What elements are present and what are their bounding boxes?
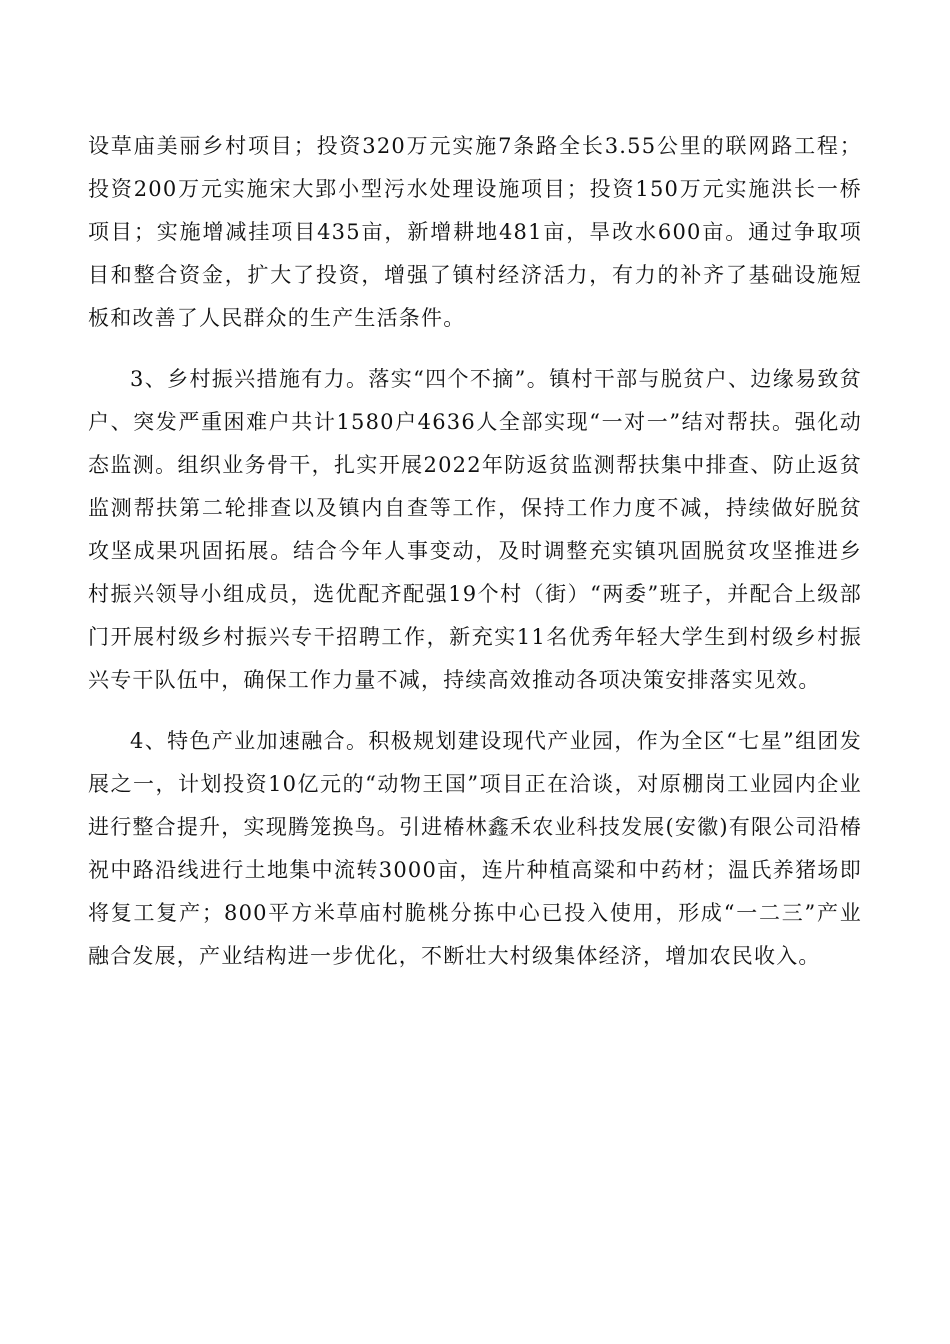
paragraph-industry-integration: 4、特色产业加速融合。积极规划建设现代产业园，作为全区“七星”组团发展之一，计划投资10亿元的“动物王国”项目正在洽谈，对原棚岗工业园内企业进行整合提升，实现腾笼换鸟。引进椿林鑫禾农业科技发展(安徽)有限公司沿椿祝中路沿线进行土地集中流转3000亩，连片种植高粱和中药材；温氏养猪场即将复工复产；800平方米草庙村脆桃分拣中心已投入使用，形成“一二三”产业融合发展，产业结构进一步优化，不断壮大村级集体经济，增加农民收入。 [88,729,862,968]
paragraph-project-investment: 设草庙美丽乡村项目；投资320万元实施7条路全长3.55公里的联网路工程；投资200万元实施宋大郢小型污水处理设施项目；投资150万元实施洪长一桥项目；实施增减挂项目435亩，新增耕地481亩，旱改水600亩。通过争取项目和整合资金，扩大了投资，增强了镇村经济活力，有力的补齐了基础设施短板和改善了人民群众的生产生活条件。 [88,134,862,330]
paragraph-rural-revitalization: 3、乡村振兴措施有力。落实“四个不摘”。镇村干部与脱贫户、边缘易致贫户、突发严重困难户共计1580户4636人全部实现“一对一”结对帮扶。强化动态监测。组织业务骨干，扎实开展2022年防返贫监测帮扶集中排查、防止返贫监测帮扶第二轮排查以及镇内自查等工作，保持工作力度不减，持续做好脱贫攻坚成果巩固拓展。结合今年人事变动，及时调整充实镇巩固脱贫攻坚推进乡村振兴领导小组成员，选优配齐配强19个村（街）“两委”班子，并配合上级部门开展村级乡村振兴专干招聘工作，新充实11名优秀年轻大学生到村级乡村振兴专干队伍中，确保工作力量不减，持续高效推动各项决策安排落实见效。 [88,367,862,692]
document-body [88,125,862,996]
